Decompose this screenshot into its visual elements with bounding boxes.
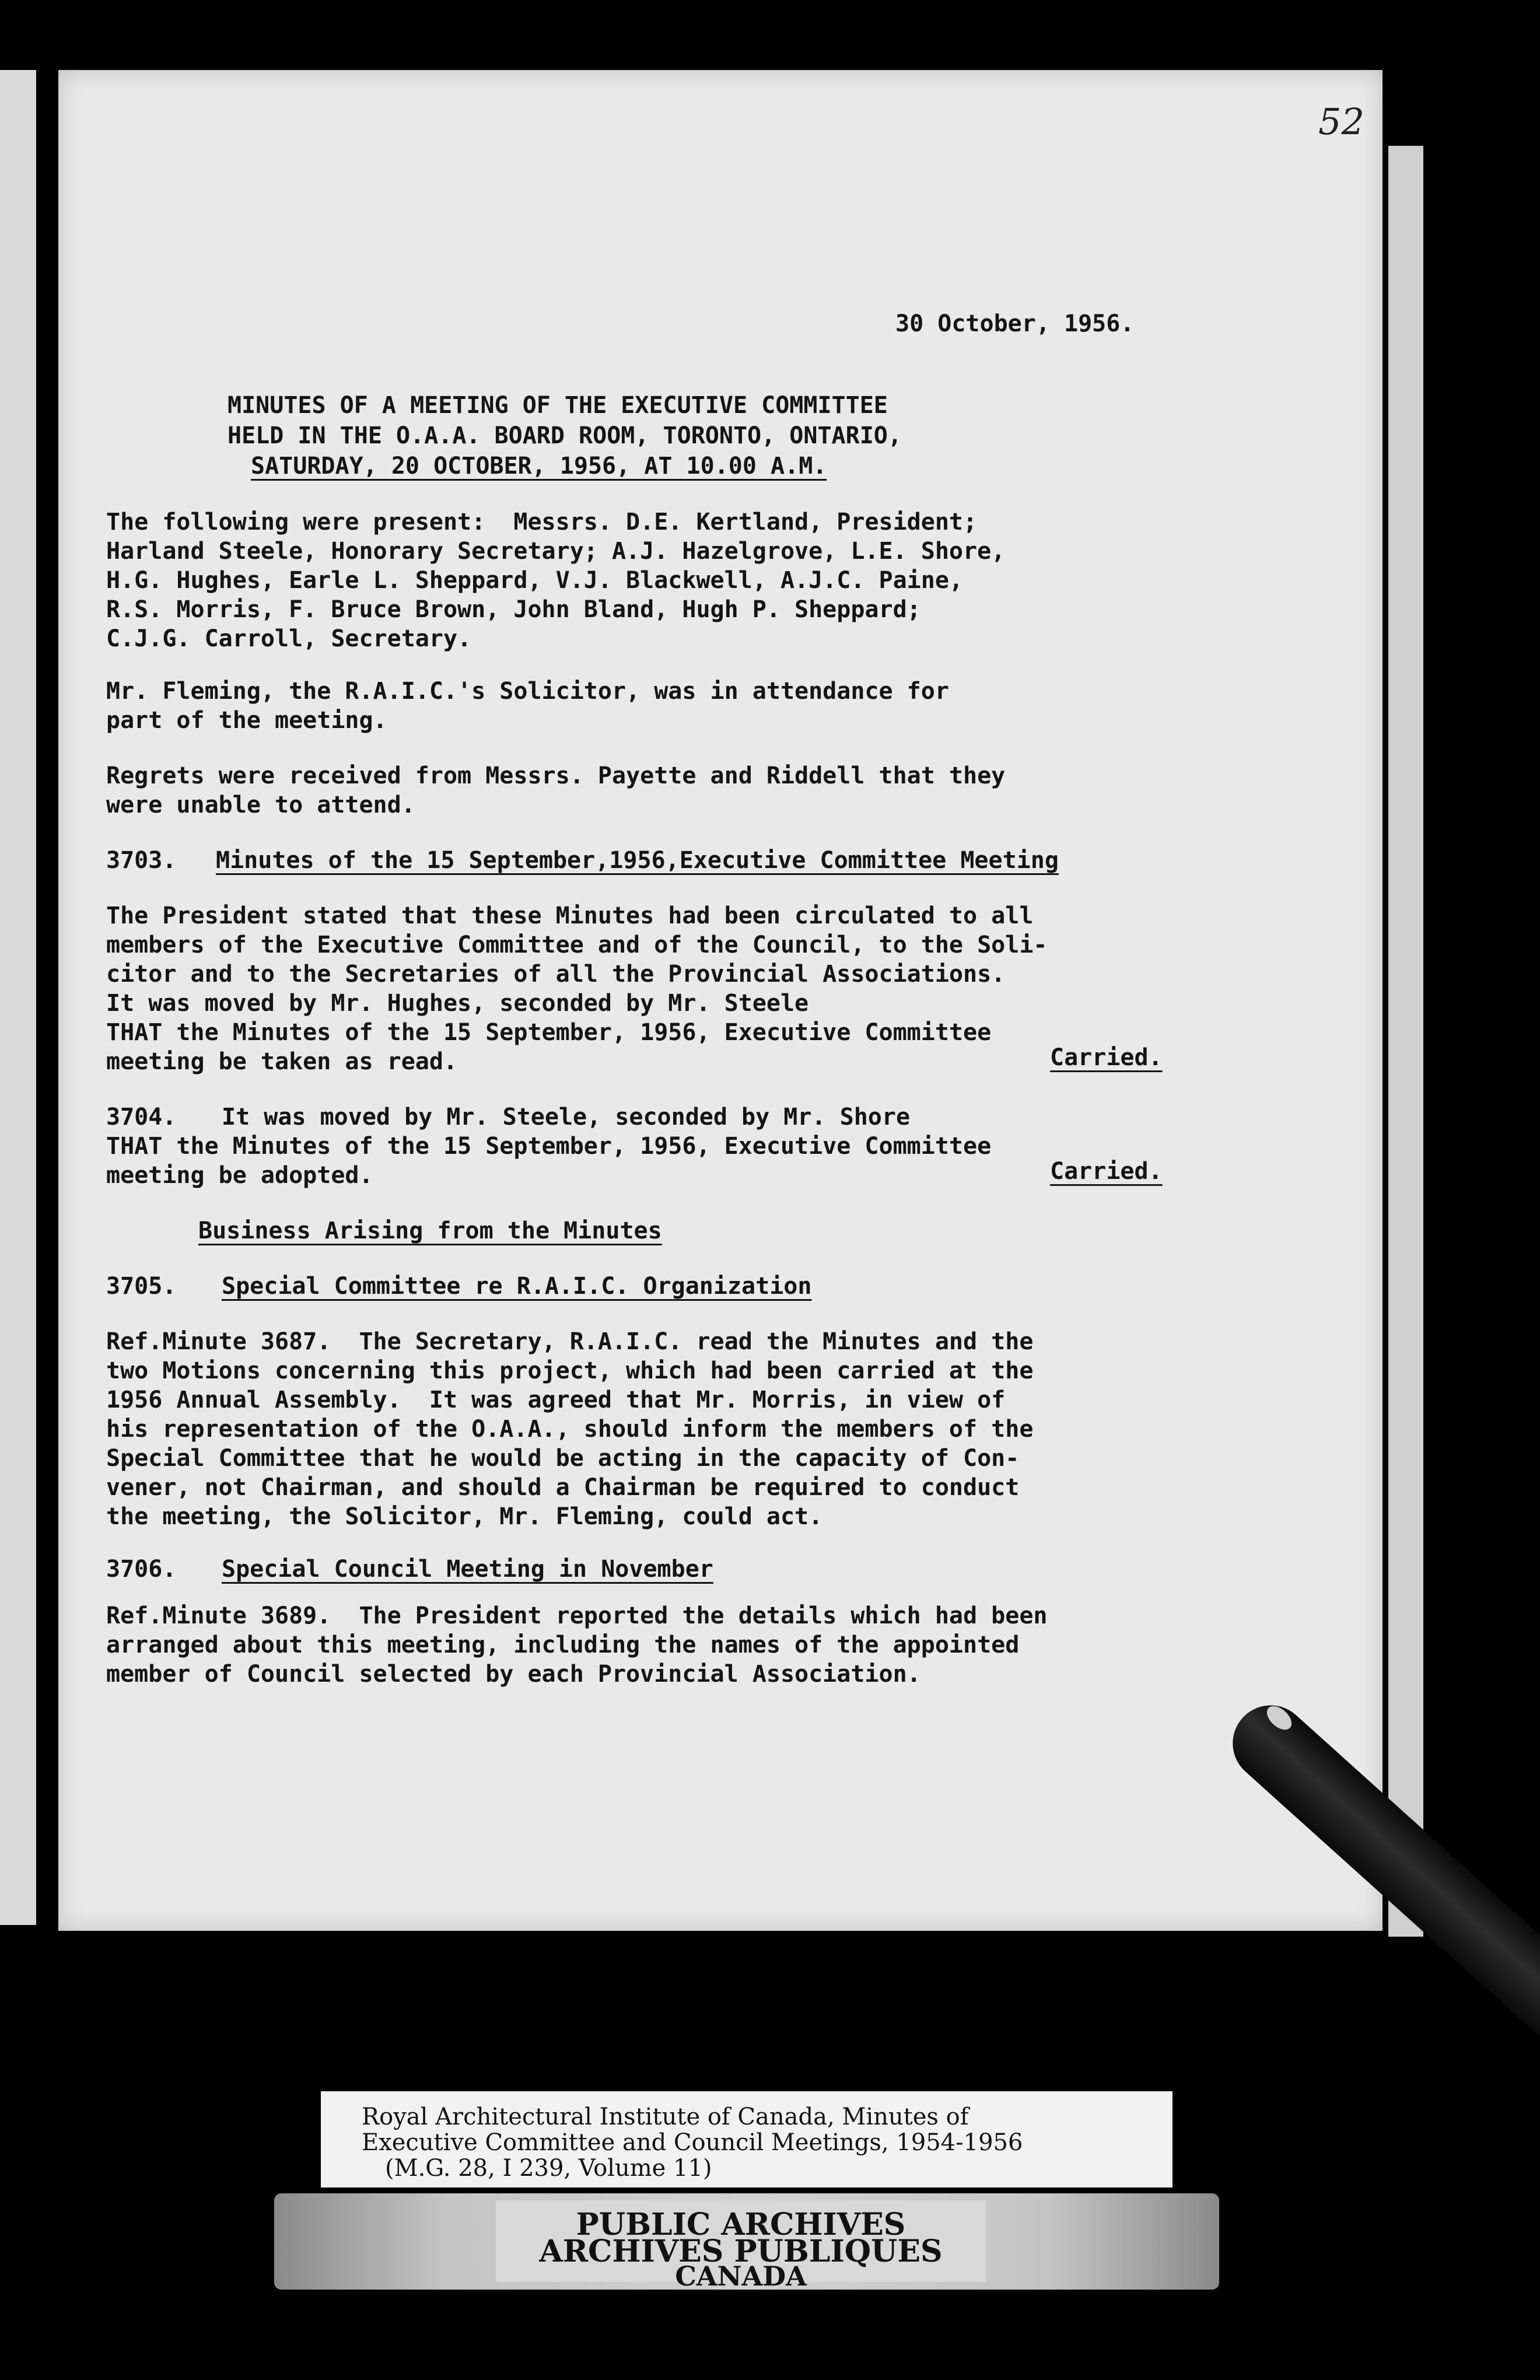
stamp-line: PUBLIC ARCHIVES [576,2207,906,2242]
archive-reference-label [321,2091,1172,2188]
heading-line: MINUTES OF A MEETING OF THE EXECUTIVE COMMITTEE [228,392,888,419]
minute-number: 3703. [106,847,177,874]
minute-line: member of Council selected by each Provincial Association. [106,1661,921,1688]
heading-line: SATURDAY, 20 OCTOBER, 1956, AT 10.00 A.M. [251,453,827,480]
minute-line: vener, not Chairman, and should a Chairman be required to conduct [106,1474,1020,1501]
archive-label-line: (M.G. 28, I 239, Volume 11) [385,2155,712,2182]
document-page [58,70,1382,1931]
minute-line: Ref.Minute 3687. The Secretary, R.A.I.C. read the Minutes and the [106,1328,1034,1355]
section-heading: Business Arising from the Minutes [198,1217,662,1244]
archive-label-line: Royal Architectural Institute of Canada, Minutes of [362,2104,969,2130]
minute-line: citor and to the Secretaries of all the Provincial Associations. [106,961,1006,988]
minute-number: 3704. [106,1104,177,1130]
minute-line: meeting be taken as read. [106,1048,458,1075]
stamp-line: CANADA [675,2260,807,2292]
minute-line: Ref.Minute 3689. The President reported the details which had been [106,1602,1048,1629]
attendance-line: part of the meeting. [106,707,387,734]
attendees-line: The following were present: Messrs. D.E. Kertland, President; [106,509,978,536]
minute-line: 1956 Annual Assembly. It was agreed that Mr. Morris, in view of [106,1387,1006,1413]
stamp-plate [496,2200,986,2292]
minute-line: THAT the Minutes of the 15 September, 1956, Executive Committee [106,1019,992,1046]
attendees-line: H.G. Hughes, Earle L. Sheppard, V.J. Blackwell, A.J.C. Paine, [106,567,964,594]
minute-line: The President stated that these Minutes had been circulated to all [106,902,1034,929]
attendees-line: Harland Steele, Honorary Secretary; A.J. Hazelgrove, L.E. Shore, [106,538,1006,565]
minute-line: the meeting, the Solicitor, Mr. Fleming, could act. [106,1503,823,1530]
minute-line: arranged about this meeting, including the names of the appointed [106,1632,1020,1658]
minute-line: two Motions concerning this project, which had been carried at the [106,1357,1034,1384]
adjacent-page-edge [0,70,36,1925]
minute-line: It was moved by Mr. Hughes, seconded by Mr. Steele [106,990,809,1017]
carried-mark: Carried. [1050,1044,1163,1071]
carried-mark: Carried. [1050,1158,1163,1185]
minute-title: Special Committee re R.A.I.C. Organization [222,1273,812,1300]
minute-title: Special Council Meeting in November [222,1556,713,1583]
page-number: 52 [1318,100,1364,143]
minute-line: It was moved by Mr. Steele, seconded by Mr. Shore [222,1104,911,1130]
minute-line: Special Committee that he would be acting in the capacity of Con- [106,1445,1020,1472]
regrets-line: Regrets were received from Messrs. Payette and Riddell that they [106,762,1006,789]
minute-number: 3706. [106,1556,177,1583]
minute-number: 3705. [106,1273,177,1300]
public-archives-stamp [274,2193,1219,2290]
regrets-line: were unable to attend. [106,792,415,818]
minute-line: meeting be adopted. [106,1162,373,1189]
archive-label-line: Executive Committee and Council Meetings, 1954-1956 [362,2129,1023,2156]
attendees-line: R.S. Morris, F. Bruce Brown, John Bland, Hugh P. Sheppard; [106,596,921,623]
minute-line: members of the Executive Committee and of the Council, to the Soli- [106,932,1048,958]
minute-line: his representation of the O.A.A., should inform the members of the [106,1416,1034,1443]
stamp-line: ARCHIVES PUBLIQUES [539,2234,943,2269]
minute-title: Minutes of the 15 September,1956,Executive Committee Meeting [216,847,1059,874]
attendees-line: C.J.G. Carroll, Secretary. [106,625,472,652]
attendance-line: Mr. Fleming, the R.A.I.C.'s Solicitor, was in attendance for [106,678,949,705]
document-date: 30 October, 1956. [895,310,1135,337]
heading-line: HELD IN THE O.A.A. BOARD ROOM, TORONTO, ONTARIO, [228,422,902,449]
page-stack-edge [1388,146,1423,1937]
minute-line: THAT the Minutes of the 15 September, 1956, Executive Committee [106,1133,992,1160]
